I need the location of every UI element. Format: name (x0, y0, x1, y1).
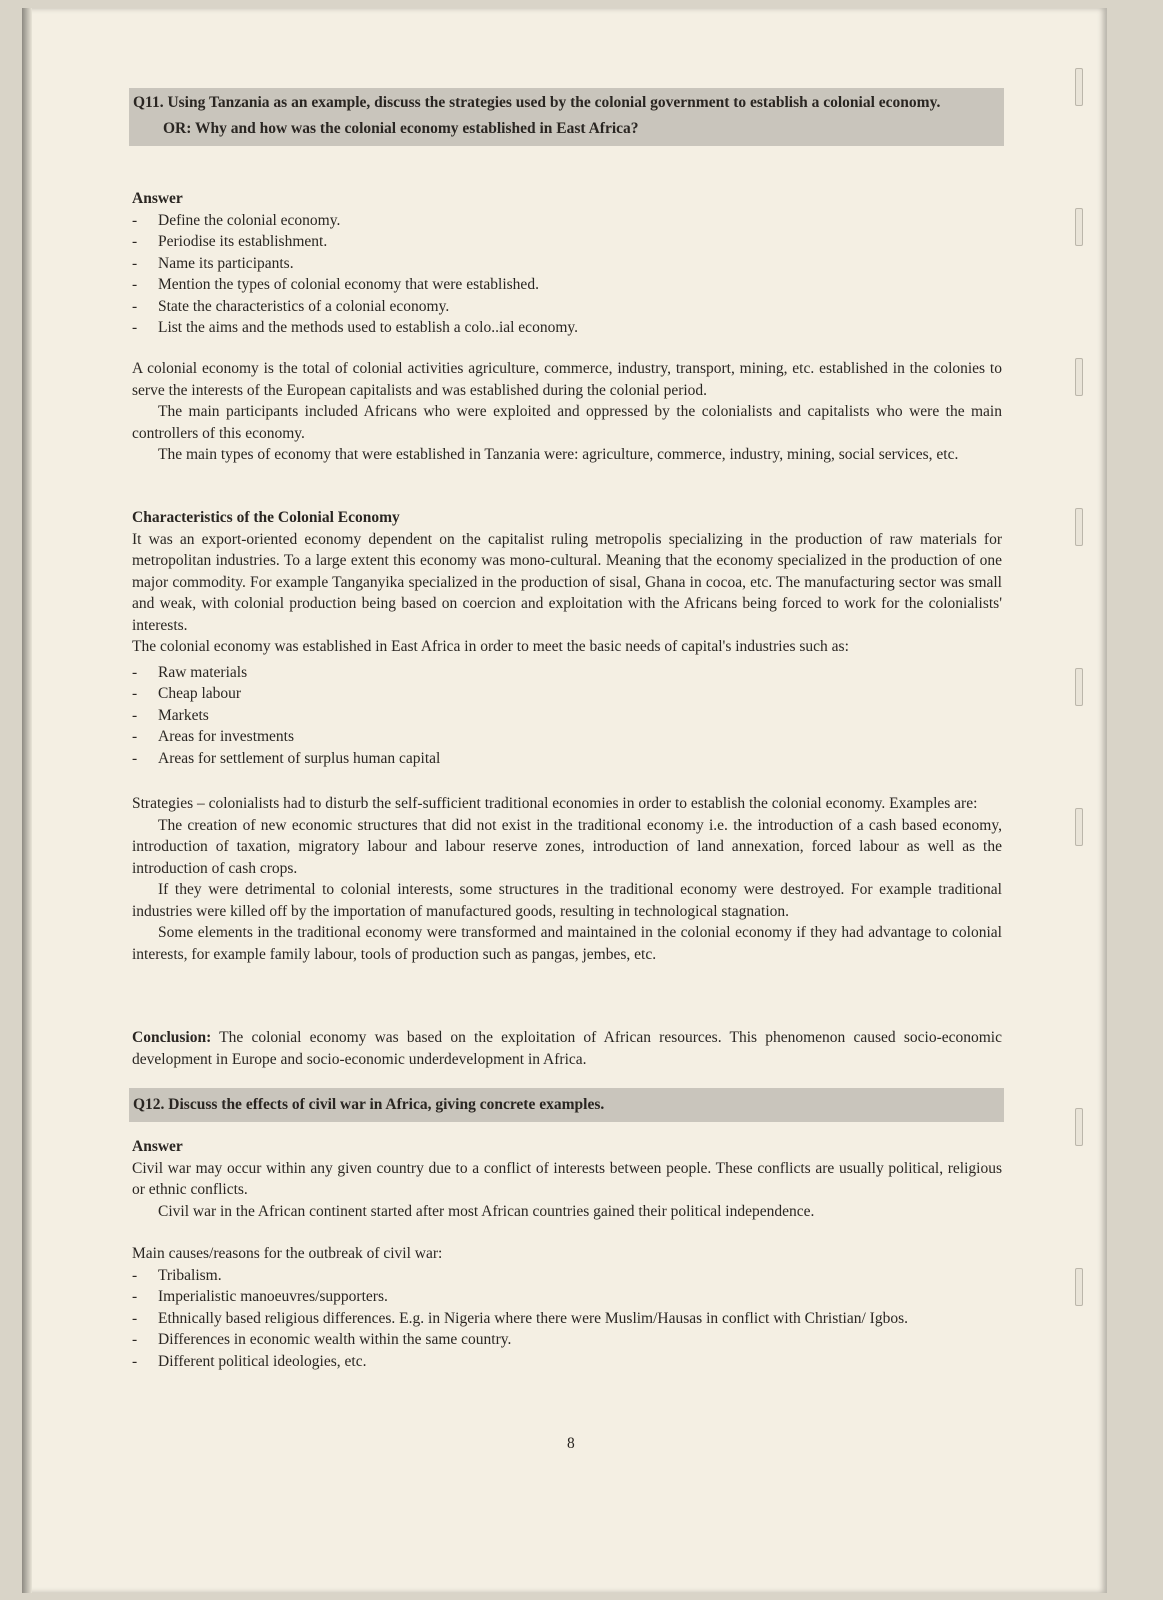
list-item: - Areas for investments (132, 726, 1002, 748)
paragraph: If they were detrimental to colonial interests, some structures in the traditional economy were destroyed. For example traditional industries were killed off by the importation of manufactured goods, resulting in technological stagnation. (132, 881, 1002, 920)
answer-label: Answer (132, 1138, 183, 1155)
paragraph: The main participants included Africans who were exploited and oppressed by the colonialists and capitalists who were the main controllers of this economy. (132, 403, 1002, 442)
paragraph: Strategies – colonialists had to disturb the self-sufficient traditional economies in order to establish the colonial economy. Examples are: (132, 795, 978, 812)
list-item: - Tribalism. (132, 1265, 1002, 1287)
binding-hole (1075, 1268, 1083, 1306)
list-item: - Cheap labour (132, 683, 1002, 705)
q11-alt-question: OR: Why and how was the colonial economy established in East Africa? (163, 120, 639, 137)
list-item: - State the characteristics of a colonial economy. (132, 296, 1002, 318)
page-number: 8 (567, 1435, 575, 1452)
list-item: - Different political ideologies, etc. (132, 1351, 1002, 1373)
paragraph: The creation of new economic structures that did not exist in the traditional economy i.e. the introduction of a cash based economy, introduction of taxation, migratory labour and labour reserve zones, introduction of land annexation, forced labour as well as the introduction of cash crops. (132, 816, 1002, 877)
paragraph: A colonial economy is the total of colonial activities agriculture, commerce, industry, transport, mining, etc. established in the colonies to serve the interests of the European capitalists and was established during the colonial period. (132, 360, 1002, 399)
paragraph: Some elements in the traditional economy were transformed and maintained in the colonial economy if they had advantage to colonial interests, for example family labour, tools of production such as pangas, jembes, etc. (132, 924, 1002, 963)
list-item: - Mention the types of colonial economy that were established. (132, 274, 1002, 296)
list-item: - Imperialistic manoeuvres/supporters. (132, 1286, 1002, 1308)
list-item: - Markets (132, 705, 1002, 727)
paragraph: The colonial economy was established in East Africa in order to meet the basic needs of capital's industries such as: (132, 638, 849, 655)
conclusion-text: The colonial economy was based on the exploitation of African resources. This phenomenon caused socio-economic development in Europe and socio-economic underdevelopment in Africa. (132, 1029, 1002, 1068)
paragraph: Civil war in the African continent started after most African countries gained their political independence. (158, 1202, 815, 1220)
paragraph: Civil war may occur within any given country due to a conflict of interests between people. These conflicts are usually political, religious or ethnic conflicts. (132, 1159, 1002, 1198)
binding-hole (1075, 668, 1083, 706)
conclusion (132, 1027, 1002, 1070)
binding-hole (1075, 508, 1083, 546)
section-heading: Characteristics of the Colonial Economy (132, 509, 400, 526)
document-page (22, 8, 1107, 1593)
list-item: - Define the colonial economy. (132, 210, 1002, 232)
q12-question-box (129, 1088, 1004, 1122)
binding-hole (1075, 1108, 1083, 1146)
list-item: - Differences in economic wealth within the same country. (132, 1329, 1002, 1351)
paragraph: It was an export-oriented economy dependent on the capitalist ruling metropolis specializing in the production of raw materials for metropolitan industries. To a large extent this economy was mono-cultural. Meaning that the economy specialized in the production of one major commodity. For example Tanganyika specialized in the production of sisal, Ghana in cocoa, etc. The manufacturing sector was small and weak, with colonial production being based on coercion and exploitation with the Africans being forced to work for the colonialists' interests. (132, 530, 1002, 634)
q12-answer (132, 1136, 1002, 1372)
binding-holes (1065, 68, 1095, 1518)
q11-outline (132, 188, 1002, 339)
q11-title: Q11. Using Tanzania as an example, discuss the strategies used by the colonial government to establish a colonial economy. (133, 94, 941, 111)
binding-hole (1075, 208, 1083, 246)
binding-hole (1075, 358, 1083, 396)
q12-title: Q12. Discuss the effects of civil war in Africa, giving concrete examples. (133, 1096, 605, 1113)
strategies-section (132, 793, 1002, 965)
q11-question-box (129, 88, 1004, 146)
paragraph: Main causes/reasons for the outbreak of civil war: (132, 1245, 443, 1262)
conclusion-label: Conclusion: (132, 1029, 212, 1046)
paragraph: The main types of economy that were established in Tanzania were: agriculture, commerce, industry, mining, social services, etc. (158, 446, 959, 463)
characteristics-section (132, 507, 1002, 769)
list-item: - Periodise its establishment. (132, 231, 1002, 253)
list-item: - Name its participants. (132, 253, 1002, 275)
list-item: - Raw materials (132, 662, 1002, 684)
q11-intro (132, 358, 1002, 466)
list-item: - Areas for settlement of surplus human capital (132, 748, 1002, 770)
binding-hole (1075, 808, 1083, 846)
binding-hole (1075, 68, 1083, 106)
list-item: - Ethnically based religious differences. E.g. in Nigeria where there were Muslim/Hausas in conflict with Christian/ Igbos. (132, 1308, 1002, 1330)
answer-label: Answer (132, 190, 183, 207)
page-edge (22, 8, 32, 1593)
list-item: - List the aims and the methods used to establish a colo..ial economy. (132, 317, 1002, 339)
